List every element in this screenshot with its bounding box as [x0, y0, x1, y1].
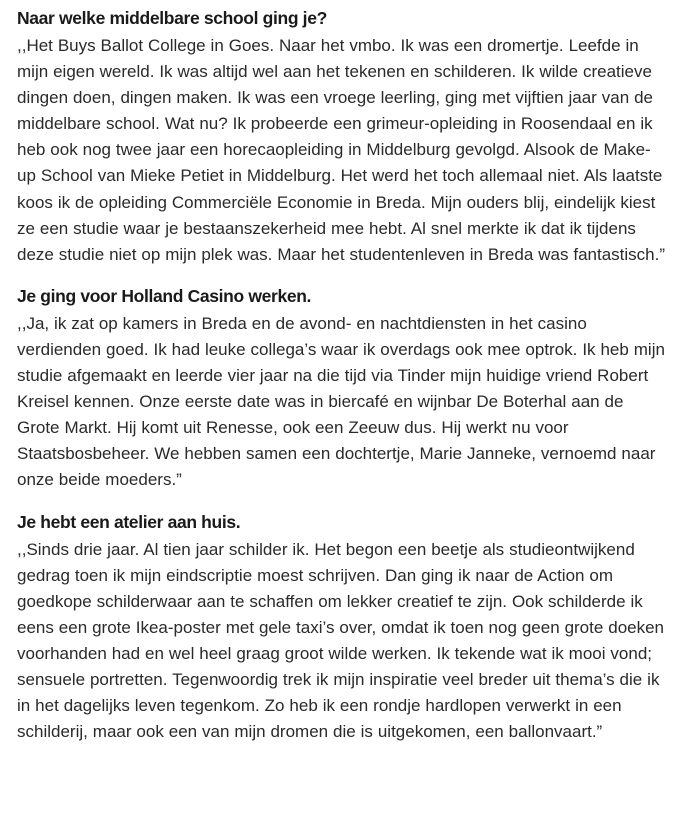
qa-section-school [17, 7, 667, 268]
question-heading: Je hebt een atelier aan huis. [17, 511, 241, 532]
question-heading: Je ging voor Holland Casino werken. [17, 285, 312, 306]
question-heading: Naar welke middelbare school ging je? [17, 8, 327, 28]
qa-section-atelier [17, 511, 667, 746]
answer-paragraph: ,,Het Buys Ballot College in Goes. Naar het vmbo. Ik was een dromertje. Leefde in mijn eigen wereld. Ik was altijd wel aan het tekenen en schilderen. Ik wilde creatieve dingen doen, dingen maken. Ik was een vroege leerling, ging met vijftien jaar van de middelbare school. Wat nu? Ik probeerde een grimeur-opleiding in Roosendaal en ik heb ook nog twee jaar een horecaopleiding in Middelburg gevolgd. Alsook de Make-up School van Mieke Petiet in Middelburg. Het werd het toch allemaal niet. Als laatste koos ik de opleiding Commerciële Economie in Breda. Mijn ouders blij, eindelijk kiest ze een studie waar je bestaanszekerheid mee hebt. Al snel merkte ik dat ik tijdens deze studie niet op mijn plek was. Maar het studentenleven in Breda was fantastisch.” [17, 36, 666, 264]
answer-paragraph: ,,Sinds drie jaar. Al tien jaar schilder ik. Het begon een beetje als studieontwijkend gedrag toen ik mijn eindscriptie moest schrijven. Dan ging ik naar de Action om goedkope schilderwaar aan te schaffen om lekker creatief te zijn. Ook schilderde ik eens een grote Ikea-poster met gele taxi’s over, omdat ik toen nog geen grote doeken voorhanden had en wel heel graag groot wilde werken. Ik tekende wat ik mooi vond; sensuele portretten. Tegenwoordig trek ik mijn inspiratie veel breder uit thema’s die ik in het dagelijks leven tegenkom. Zo heb ik een rondje hardlopen verwerkt in een schilderij, maar ook een van mijn dromen die is uitgekomen, een ballonvaart.” [17, 539, 665, 742]
qa-section-casino [17, 285, 667, 494]
article-body [17, 7, 667, 762]
answer-paragraph: ,,Ja, ik zat op kamers in Breda en de avond- en nachtdiensten in het casino verdienden goed. Ik had leuke collega’s waar ik overdags ook mee optrok. Ik heb mijn studie afgemaakt en leerde vier jaar na die tijd via Tinder mijn huidige vriend Robert Kreisel kennen. Onze eerste date was in biercafé en wijnbar De Boterhal aan de Grote Markt. Hij komt uit Renesse, ook een Zeeuw dus. Hij werkt nu voor Staatsbosbeheer. We hebben samen een dochtertje, Marie Janneke, vernoemd naar onze beide moeders.” [17, 313, 665, 490]
